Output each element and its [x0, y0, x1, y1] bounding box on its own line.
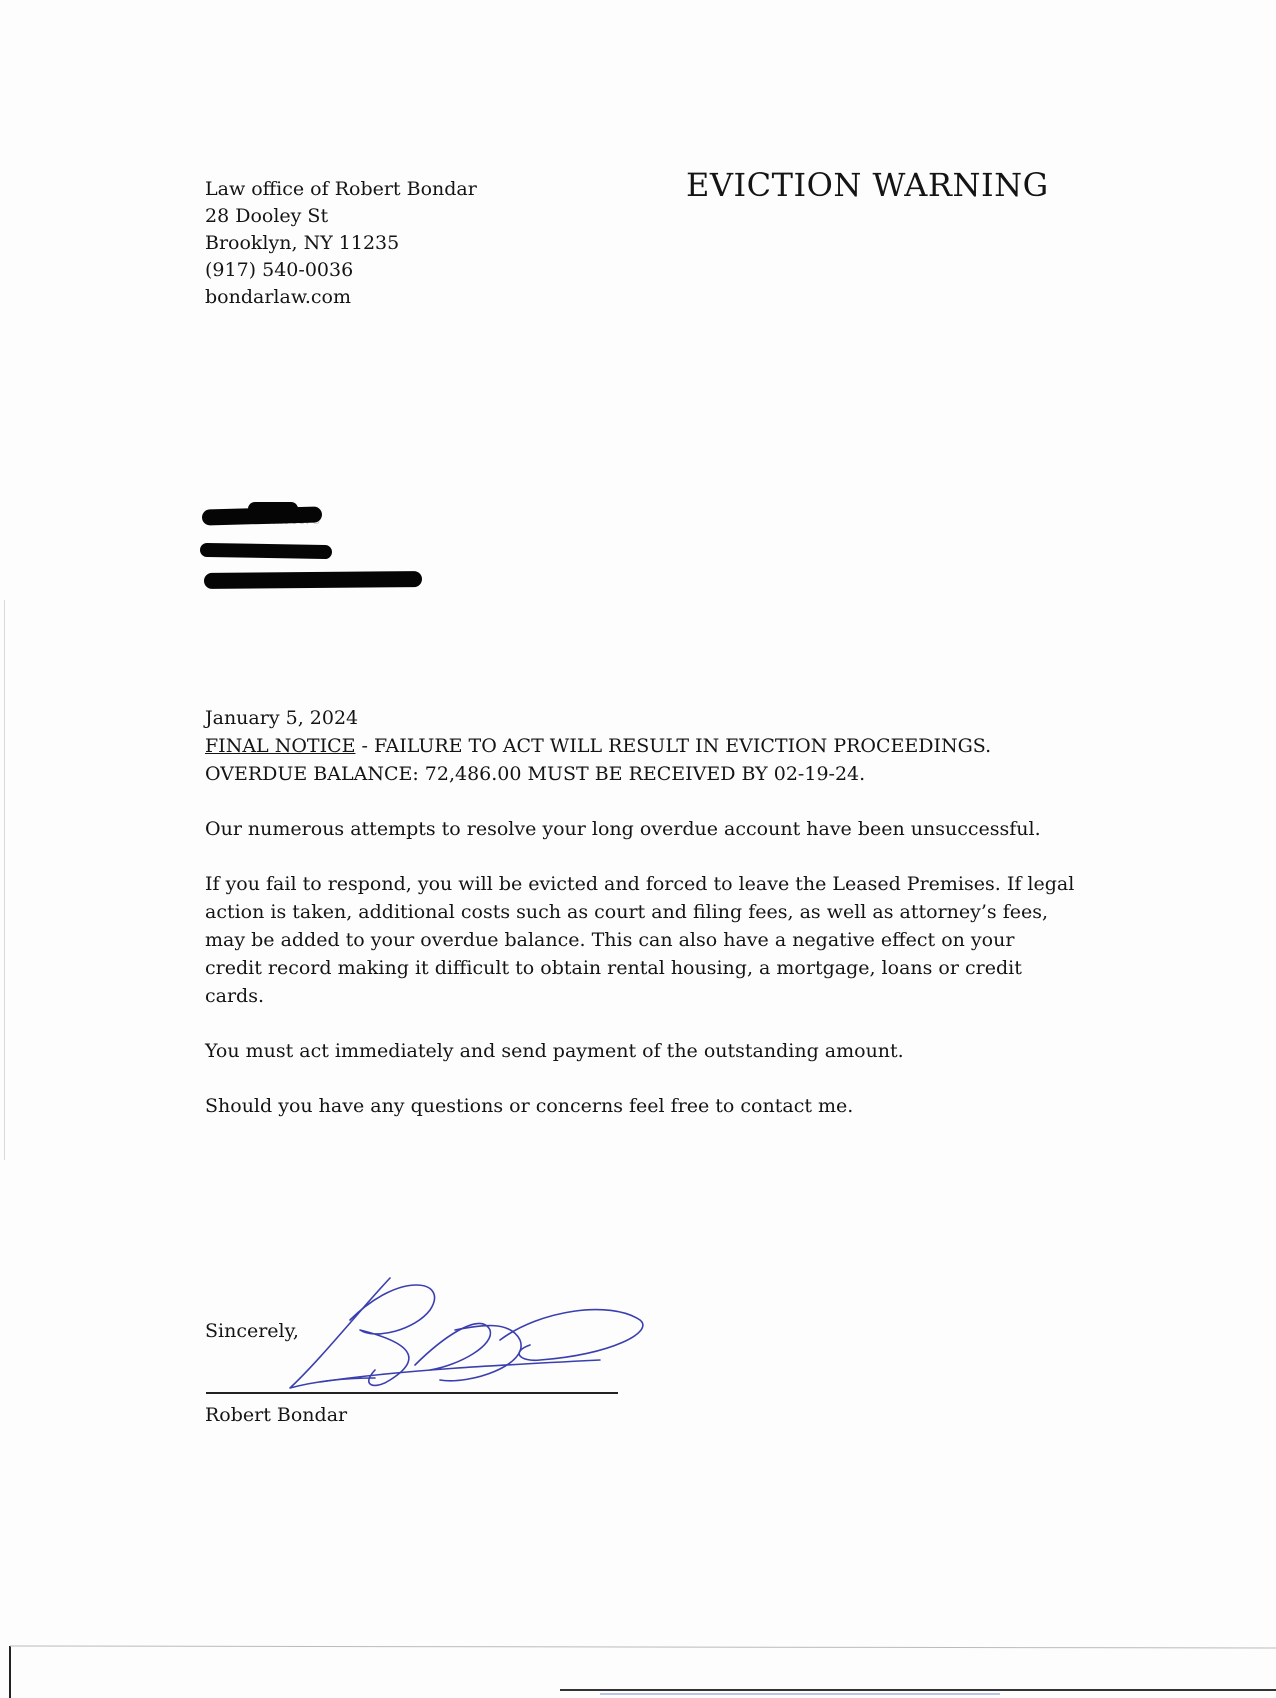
- signature-line: [206, 1392, 618, 1394]
- final-notice-separator: -: [355, 735, 374, 757]
- sender-name: Law office of Robert Bondar: [205, 178, 477, 200]
- sender-street: 28 Dooley St: [205, 205, 329, 227]
- sender-city: Brooklyn, NY 11235: [205, 232, 400, 254]
- letter-body: [205, 704, 1075, 1147]
- sender-phone: (917) 540-0036: [205, 259, 354, 281]
- final-notice: [205, 732, 1075, 788]
- paragraph-attempts: Our numerous attempts to resolve your long overdue account have been unsuccessful.: [205, 818, 1041, 840]
- paragraph-consequences: If you fail to respond, you will be evicted and forced to leave the Leased Premises. If legal action is taken, additional costs such as court and filing fees, as well as attorney’s fees, may be added to your overdue balance. This can also have a negative effect on your credit record making it difficult to obtain rental housing, a mortgage, loans or credit cards.: [205, 873, 1075, 1007]
- final-notice-label: FINAL NOTICE: [205, 735, 356, 757]
- document-title: EVICTION WARNING: [686, 166, 1049, 204]
- redacted-recipient-address: [200, 508, 440, 592]
- redaction-bar: [204, 571, 422, 589]
- final-notice-text: FAILURE TO ACT WILL RESULT IN EVICTION PROCEEDINGS. OVERDUE BALANCE: 72,486.00 MUST BE RECEIVED BY 02-19-24.: [205, 735, 992, 785]
- scan-bottom-edge: [0, 1640, 1276, 1698]
- redaction-bar: [200, 543, 332, 559]
- sender-address-block: [205, 176, 477, 311]
- paragraph-contact: Should you have any questions or concerns feel free to contact me.: [205, 1095, 854, 1117]
- handwritten-signature: [280, 1270, 650, 1400]
- signer-name: Robert Bondar: [205, 1404, 348, 1426]
- paragraph-act-now: You must act immediately and send payment of the outstanding amount.: [205, 1040, 904, 1062]
- letter-date: January 5, 2024: [205, 707, 359, 729]
- scan-artifact-line: [4, 600, 5, 1160]
- sender-website: bondarlaw.com: [205, 286, 351, 308]
- closing-salutation: Sincerely,: [205, 1320, 299, 1342]
- redaction-bar: [248, 502, 298, 516]
